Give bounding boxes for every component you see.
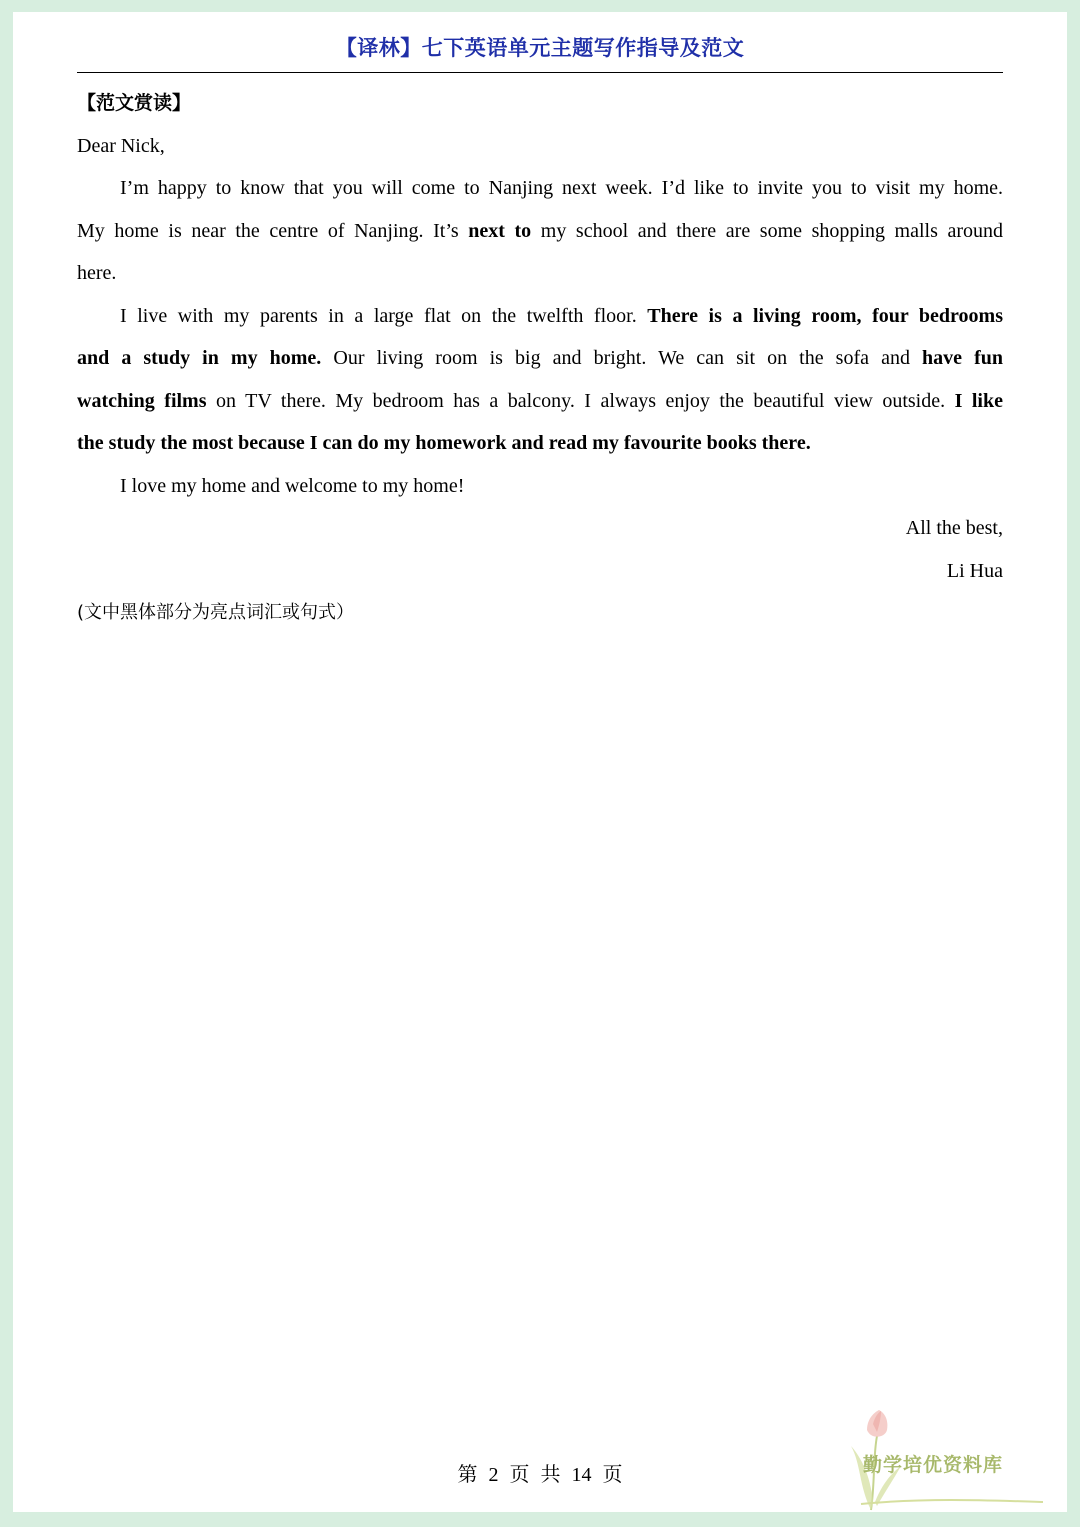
highlight-phrase: I like <box>954 389 1003 412</box>
text-run: my school and there are some shopping malls around <box>531 219 1003 242</box>
highlight-phrase: watching films <box>77 389 207 412</box>
page-number: 第 2 页 共 14 页 <box>457 1464 623 1486</box>
highlight-phrase: the study the most because I can do my homework and read my favourite books there. <box>77 432 811 454</box>
highlight-phrase: have fun <box>922 347 1004 369</box>
text-run: My home is near the centre of Nanjing. It’s <box>77 219 469 242</box>
paragraph-2-line-3 <box>77 380 1003 423</box>
text-run: I live with my parents in a large flat on the twelfth floor. <box>120 304 648 327</box>
highlight-phrase: and a study in my home. <box>77 347 322 369</box>
letter-greeting: Dear Nick, <box>77 134 165 157</box>
watermark-logo <box>831 1402 1051 1512</box>
letter-signature: Li Hua <box>946 559 1003 582</box>
document-body <box>77 82 1003 635</box>
paragraph-3: I love my home and welcome to my home! <box>120 474 465 497</box>
document-page <box>13 12 1067 1512</box>
paragraph-2-line-2 <box>77 337 1003 380</box>
text-run: on TV there. My bedroom has a balcony. I always enjoy the beautiful view outside. <box>206 389 955 412</box>
paragraph-2-line-4 <box>77 422 1003 465</box>
document-header-title: 【译林】七下英语单元主题写作指导及范文 <box>335 36 745 60</box>
paragraph-1-line-3: here. <box>77 262 117 284</box>
highlight-phrase: next to <box>468 219 532 242</box>
header-divider <box>77 72 1003 73</box>
highlight-phrase: There is a living room, four bedrooms <box>647 304 1004 327</box>
letter-closing: All the best, <box>905 517 1003 539</box>
paragraph-1-line-1 <box>77 167 1003 210</box>
watermark-logo-text: 勤学培优资料库 <box>863 1454 1004 1476</box>
paragraph-1-line-2 <box>77 210 1003 253</box>
highlight-note: (文中黑体部分为亮点词汇或句式） <box>77 602 355 623</box>
paragraph-2-line-1 <box>77 295 1003 338</box>
text-run: I’m happy to know that you will come to Nanjing next week. I’d like to invite you to visit my home. <box>120 177 1003 199</box>
section-title: 【范文赏读】 <box>77 92 192 114</box>
text-run: Our living room is big and bright. We can sit on the sofa and <box>321 347 923 369</box>
